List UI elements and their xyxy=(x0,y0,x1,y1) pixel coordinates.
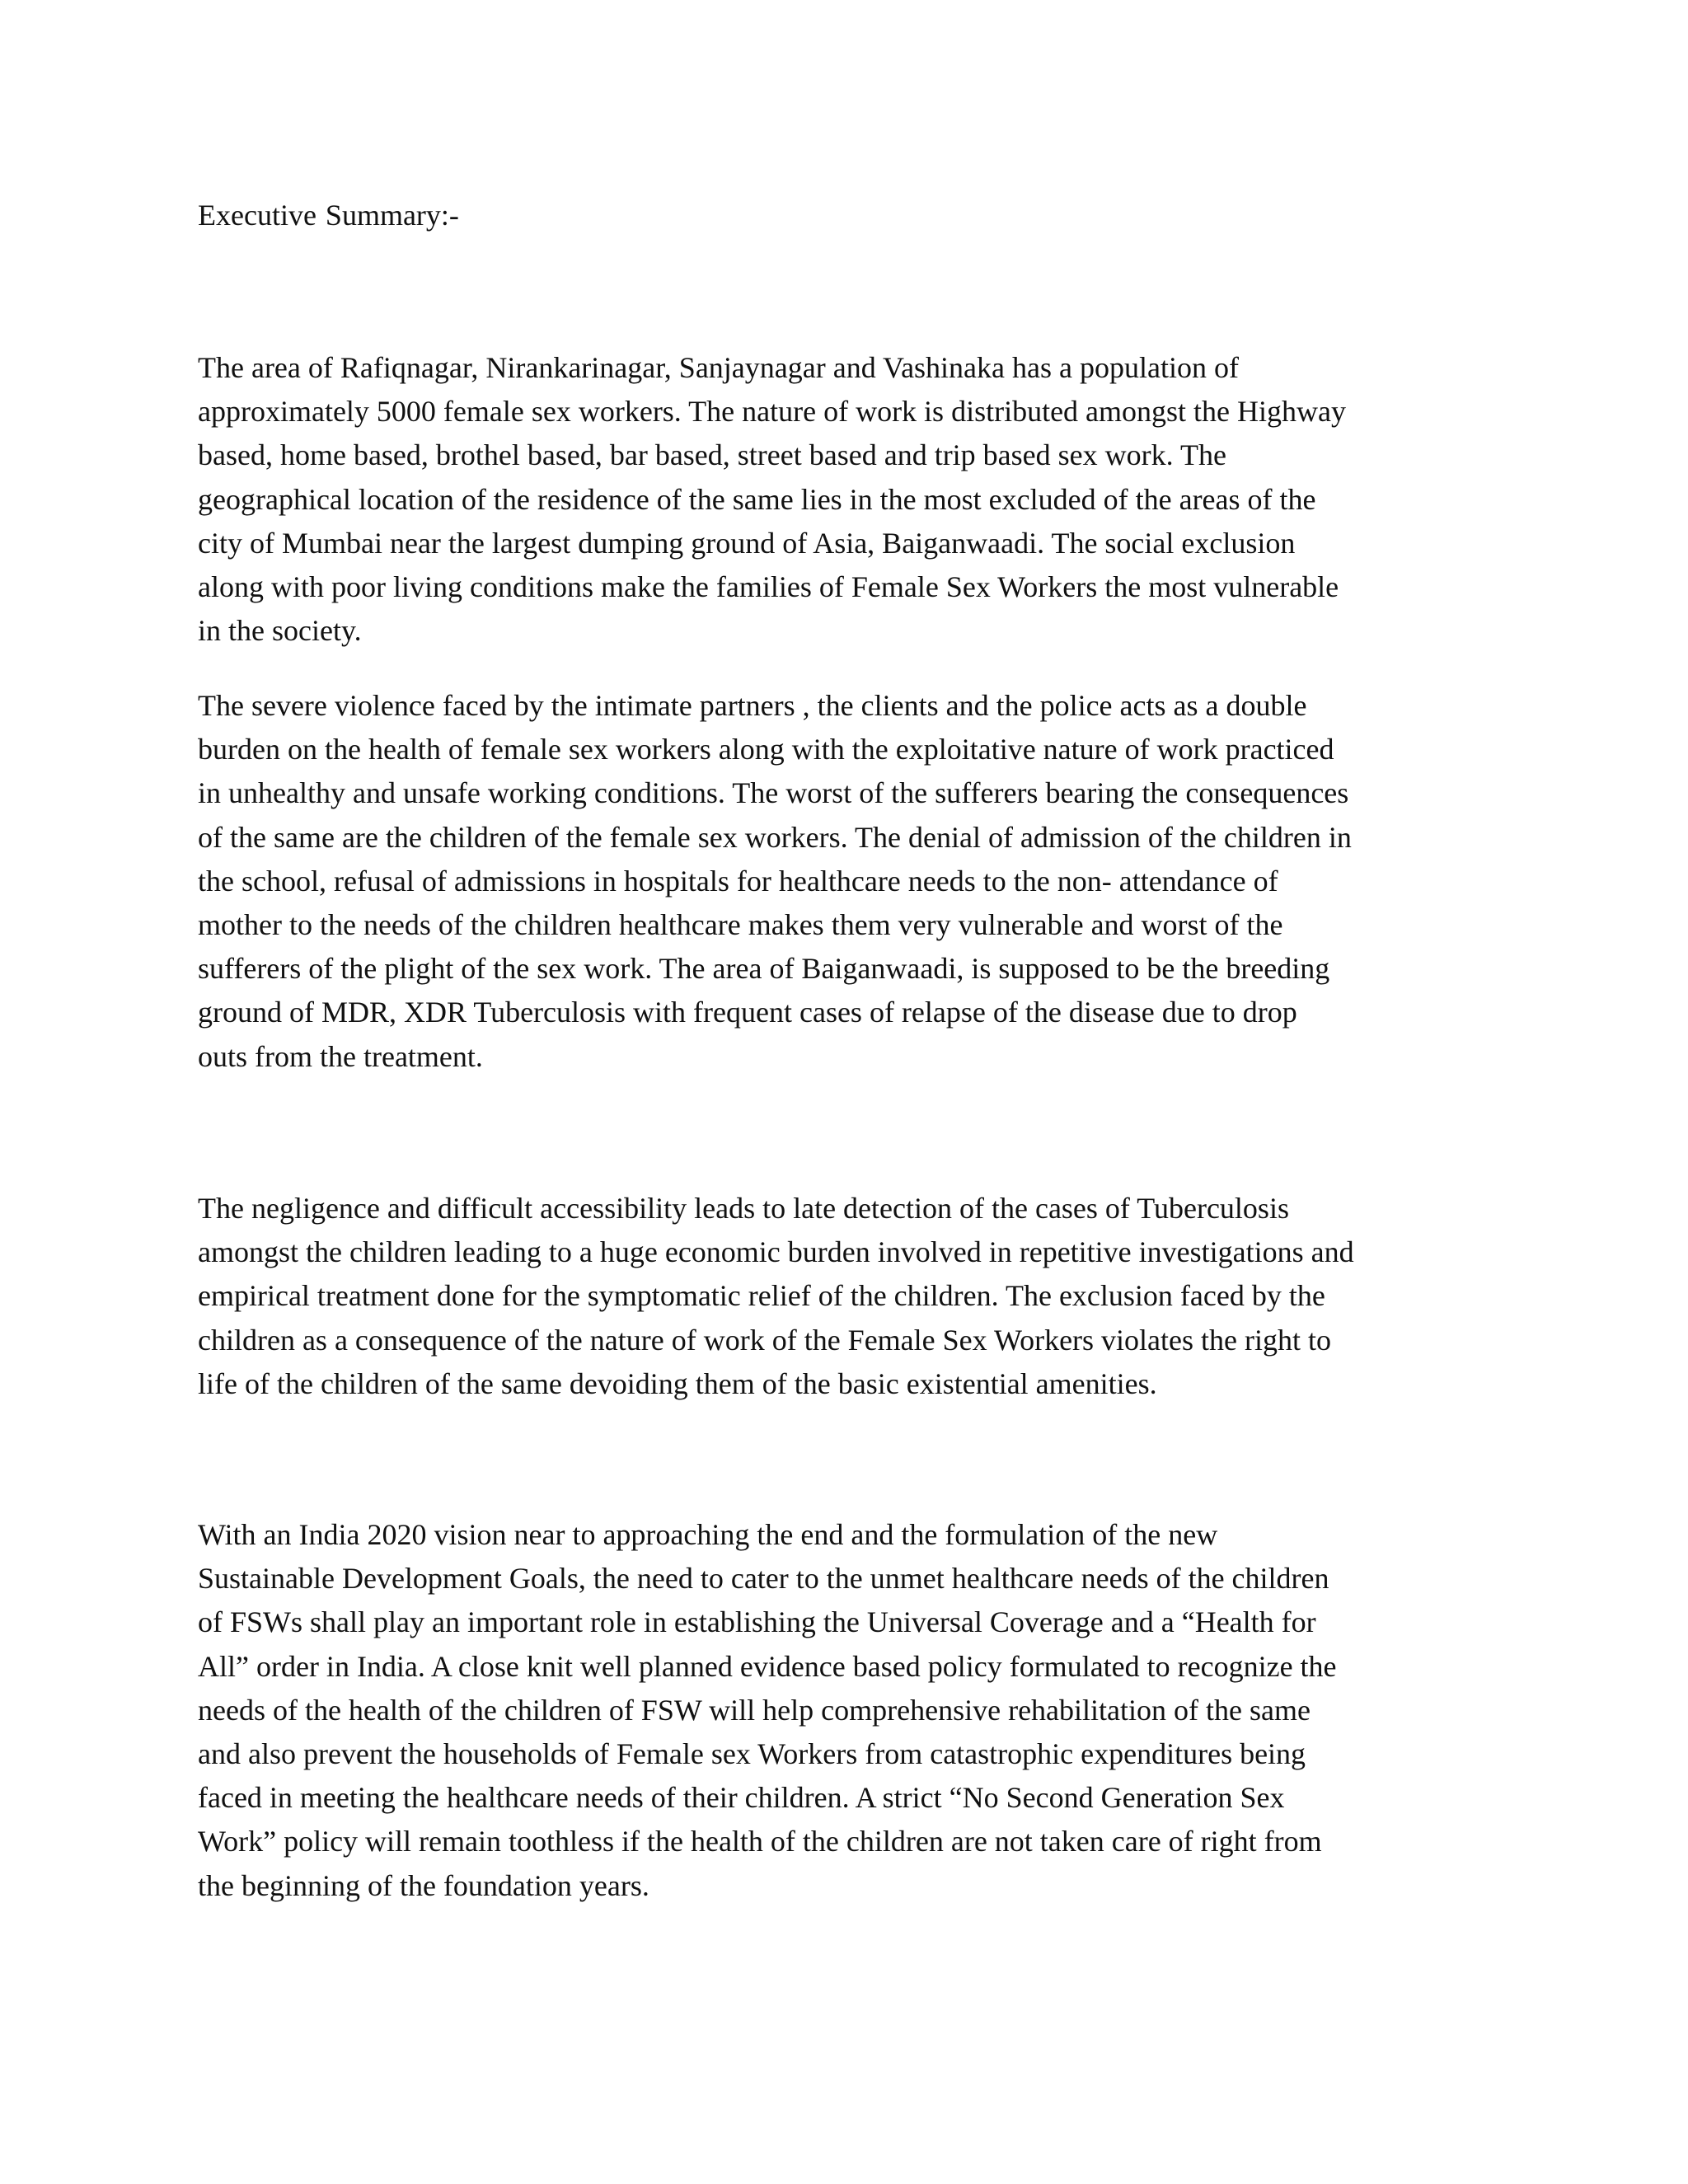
text-line: Sustainable Development Goals, the need to cater to the unmet healthcare needs of the children xyxy=(198,1562,1329,1596)
text-line: needs of the health of the children of FSW will help comprehensive rehabilitation of the same xyxy=(198,1693,1311,1727)
paragraph-1 xyxy=(198,346,1484,653)
text-line: life of the children of the same devoiding them of the basic existential amenities. xyxy=(198,1366,1157,1400)
text-line: the school, refusal of admissions in hospitals for healthcare needs to the non- attendance of xyxy=(198,864,1278,898)
text-line: All” order in India. A close knit well planned evidence based policy formulated to recognize the xyxy=(198,1649,1337,1683)
paragraph-3 xyxy=(198,1187,1484,1406)
text-line: ground of MDR, XDR Tuberculosis with frequent cases of relapse of the disease due to drop xyxy=(198,996,1297,1029)
text-line: faced in meeting the healthcare needs of their children. A strict “No Second Generation Sex xyxy=(198,1781,1285,1815)
text-line: sufferers of the plight of the sex work. The area of Baiganwaadi, is supposed to be the breeding xyxy=(198,952,1330,986)
text-line: city of Mumbai near the largest dumping ground of Asia, Baiganwaadi. The social exclusion xyxy=(198,526,1296,560)
text-line: in unhealthy and unsafe working conditions. The worst of the sufferers bearing the consequences xyxy=(198,776,1349,810)
text-line: geographical location of the residence of the same lies in the most excluded of the areas of the xyxy=(198,482,1316,516)
text-line: along with poor living conditions make the families of Female Sex Workers the most vulnerable xyxy=(198,570,1339,604)
text-line: of FSWs shall play an important role in establishing the Universal Coverage and a “Health for xyxy=(198,1605,1316,1639)
paragraph-4 xyxy=(198,1513,1484,1908)
text-line: approximately 5000 female sex workers. The nature of work is distributed amongst the Highway xyxy=(198,395,1346,429)
text-line: the beginning of the foundation years. xyxy=(198,1868,649,1902)
text-line: empirical treatment done for the symptomatic relief of the children. The exclusion faced by the xyxy=(198,1279,1325,1313)
page-title: Executive Summary:- xyxy=(198,199,459,232)
text-line: amongst the children leading to a huge economic burden involved in repetitive investigations and xyxy=(198,1235,1354,1269)
text-line: The area of Rafiqnagar, Nirankarinagar, Sanjaynagar and Vashinaka has a population of xyxy=(198,351,1239,384)
text-line: and also prevent the households of Female sex Workers from catastrophic expenditures being xyxy=(198,1737,1306,1771)
text-line: based, home based, brothel based, bar based, street based and trip based sex work. The xyxy=(198,438,1226,472)
text-line: Work” policy will remain toothless if the health of the children are not taken care of right from xyxy=(198,1825,1322,1858)
text-line: The negligence and difficult accessibility leads to late detection of the cases of Tuberculosis xyxy=(198,1192,1289,1225)
text-line: children as a consequence of the nature of work of the Female Sex Workers violates the right to xyxy=(198,1323,1331,1357)
text-line: in the society. xyxy=(198,614,362,648)
text-line: The severe violence faced by the intimate partners , the clients and the police acts as a double xyxy=(198,689,1307,722)
text-line: of the same are the children of the female sex workers. The denial of admission of the children in xyxy=(198,820,1352,854)
paragraph-2 xyxy=(198,684,1484,1079)
text-line: With an India 2020 vision near to approaching the end and the formulation of the new xyxy=(198,1518,1218,1551)
text-line: outs from the treatment. xyxy=(198,1039,483,1073)
text-line: burden on the health of female sex workers along with the exploitative nature of work practiced xyxy=(198,733,1334,766)
text-line: mother to the needs of the children healthcare makes them very vulnerable and worst of the xyxy=(198,908,1283,942)
